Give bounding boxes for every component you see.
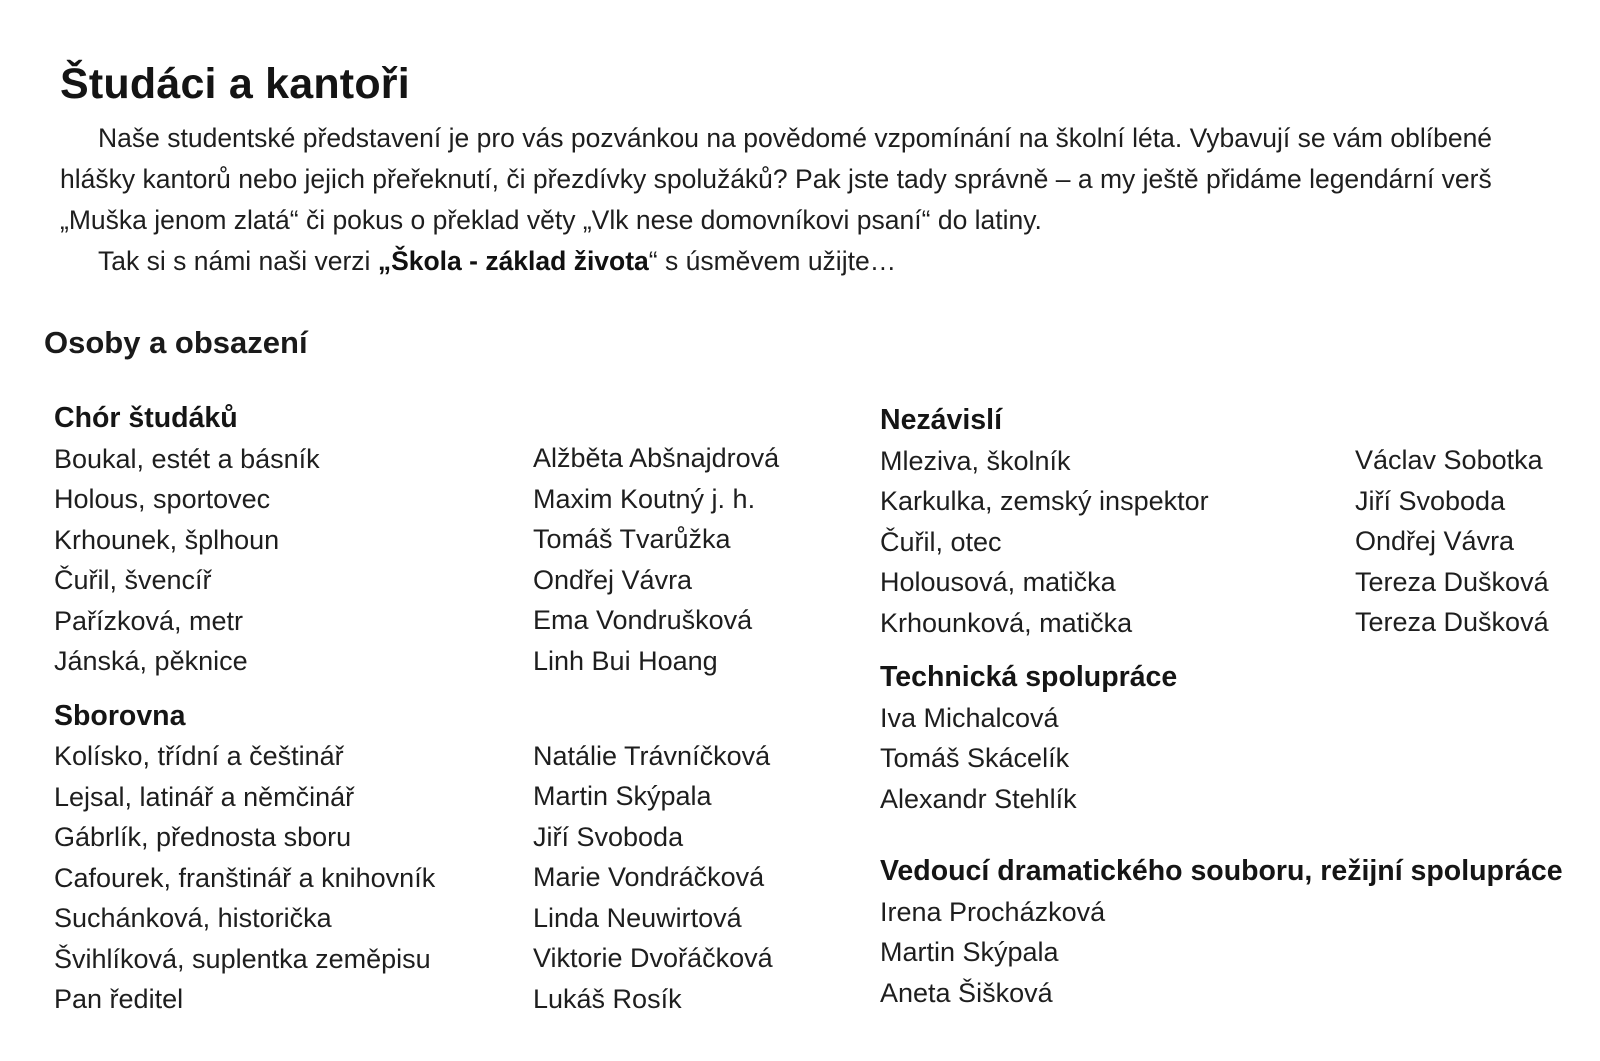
role-item: Mleziva, školník: [880, 445, 1071, 476]
cast-heading: Osoby a obsazení: [44, 325, 308, 360]
role-item: Lejsal, latinář a němčinář: [54, 781, 355, 812]
actor-item: Jiří Svoboda: [1355, 485, 1506, 516]
actors-column-right: [1355, 440, 1549, 643]
role-item: Krhounková, matička: [880, 607, 1133, 638]
actor-item: Tomáš Tvarůžka: [533, 524, 731, 554]
page-title: Študáci a kantoři: [60, 60, 410, 108]
role-item: Čuřil, švencíř: [54, 565, 212, 595]
crew-item: Tomáš Skácelík: [880, 743, 1070, 773]
actor-item: Maxim Koutný j. h.: [533, 483, 756, 514]
actor-item: Lukáš Rosík: [533, 983, 682, 1014]
actors-column-left: [533, 438, 779, 1019]
role-item: Čuřil, otec: [880, 526, 1002, 557]
role-item: Jánská, pěknice: [54, 646, 248, 676]
actor-item: Tereza Dušková: [1355, 566, 1549, 597]
intro-p2-before: Tak si s námi naši verzi: [98, 246, 378, 276]
intro-paragraph-2: [60, 241, 1550, 282]
nezavisli-heading: Nezávislí: [880, 404, 1002, 436]
role-item: Cafourek, franštinář a knihovník: [54, 862, 436, 893]
role-item: Holousová, matička: [880, 567, 1116, 597]
crew-item: Alexandr Stehlík: [880, 783, 1077, 814]
sborovna-heading: Sborovna: [54, 699, 186, 732]
role-item: Kolísko, třídní a češtinář: [54, 741, 344, 771]
actor-item: Ema Vondrušková: [533, 605, 753, 635]
role-item: Karkulka, zemský inspektor: [880, 486, 1209, 516]
intro-p2-after: “ s úsměvem užijte…: [648, 246, 897, 276]
role-item: Pařízková, metr: [54, 605, 244, 636]
crew-item: Martin Skýpala: [880, 937, 1059, 967]
vedouci-heading: Vedoucí dramatického souboru, režijní spolupráce: [880, 855, 1563, 887]
intro-text: [60, 118, 1550, 282]
role-item: Švihlíková, suplentka zeměpisu: [54, 943, 431, 974]
role-item: Pan ředitel: [54, 984, 184, 1014]
actor-item: Viktorie Dvořáčková: [533, 943, 773, 973]
role-item: Suchánková, historička: [54, 903, 332, 933]
actor-item: Tereza Dušková: [1355, 607, 1549, 637]
chor-heading: Chór študáků: [54, 402, 238, 434]
role-item: Boukal, estét a básník: [54, 443, 320, 474]
crew-item: Aneta Šišková: [880, 977, 1053, 1008]
role-item: Holous, sportovec: [54, 484, 271, 514]
actor-item: Ondřej Vávra: [1355, 526, 1515, 556]
actor-item: Marie Vondráčková: [533, 862, 765, 892]
actor-item: Václav Sobotka: [1355, 445, 1543, 475]
role-item: Gábrlík, přednosta sboru: [54, 822, 352, 852]
intro-paragraph-1: Naše studentské představení je pro vás pozvánkou na povědomé vzpomínání na školní léta. Vybavují se vám oblíbené hlášky kantorů nebo jejich přeřeknutí, či přezdívky spolužáků? Pak jste tady správně – a my ještě přidáme legendární verš „Muška jenom zlatá“ či pokus o překlad věty „Vlk nese domovníkovi psaní“ do latiny.: [60, 123, 1493, 235]
actor-item: Linda Neuwirtová: [533, 902, 742, 933]
actor-item: Martin Skýpala: [533, 781, 712, 811]
crew-item: Iva Michalcová: [880, 702, 1059, 733]
actor-item: Alžběta Abšnajdrová: [533, 443, 780, 473]
roles-column-left: [54, 398, 435, 1020]
show-title: „Škola - základ života: [377, 246, 649, 276]
actor-item: Ondřej Vávra: [533, 564, 693, 595]
actor-item: Linh Bui Hoang: [533, 645, 718, 676]
role-item: Krhounek, šplhoun: [54, 524, 280, 555]
actor-item: Jiří Svoboda: [533, 821, 684, 852]
technicka-heading: Technická spolupráce: [880, 661, 1178, 693]
actor-item: Natálie Trávníčková: [533, 740, 771, 771]
crew-item: Irena Procházková: [880, 896, 1106, 927]
